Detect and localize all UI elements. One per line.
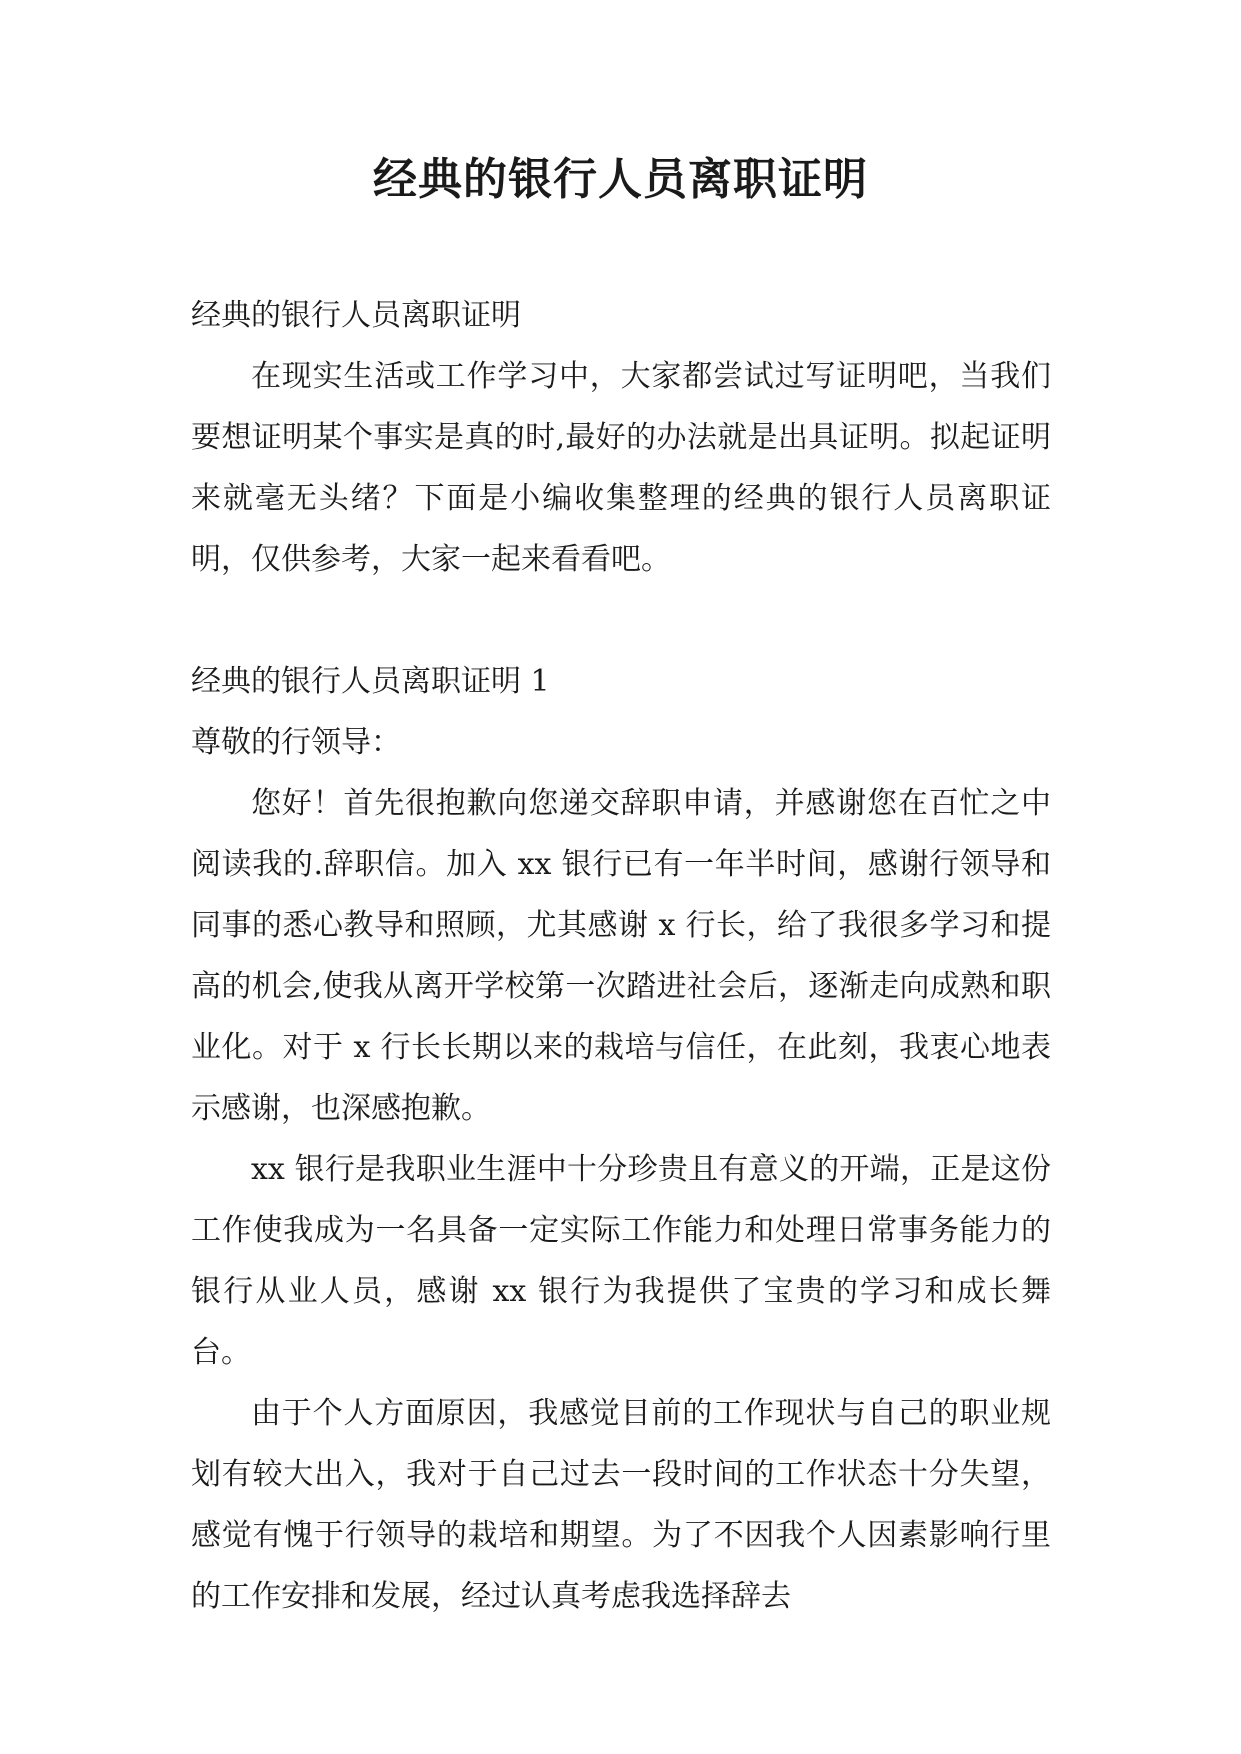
document-title: 经典的银行人员离职证明 <box>373 154 868 205</box>
document-subtitle: 经典的银行人员离职证明 <box>191 298 521 333</box>
paragraph-spacer <box>191 590 1051 651</box>
body-paragraph-3: 由于个人方面原因，我感觉目前的工作现状与自己的职业规划有较大出入，我对于自己过去一段时间的工作状态十分失望，感觉有愧于行领导的栽培和期望。为了不因我个人因素影响行里的工作安排和发展，经过认真考虑我选择辞去 <box>191 1396 1051 1614</box>
body-paragraph-2: xx 银行是我职业生涯中十分珍贵且有意义的开端，正是这份工作使我成为一名具备一定实际工作能力和处理日常事务能力的银行从业人员，感谢 xx 银行为我提供了宝贵的学习和成长舞台。 <box>191 1152 1051 1370</box>
intro-paragraph: 在现实生活或工作学习中，大家都尝试过写证明吧，当我们要想证明某个事实是真的时,最好的办法就是出具证明。拟起证明来就毫无头绪？下面是小编收集整理的经典的银行人员离职证明，仅供参考，大家一起来看看吧。 <box>191 359 1051 577</box>
document-body <box>191 285 1051 1627</box>
section-heading: 经典的银行人员离职证明 1 <box>191 664 550 699</box>
body-paragraph-1: 您好！首先很抱歉向您递交辞职申请，并感谢您在百忙之中阅读我的.辞职信。加入 xx 银行已有一年半时间，感谢行领导和同事的悉心教导和照顾，尤其感谢 x 行长，给了我很多学习和提高的机会,使我从离开学校第一次踏进社会后，逐渐走向成熟和职业化。对于 x 行长长期以来的栽培与信任，在此刻，我衷心地表示感谢，也深感抱歉。 <box>191 786 1051 1126</box>
salutation: 尊敬的行领导： <box>191 725 401 760</box>
